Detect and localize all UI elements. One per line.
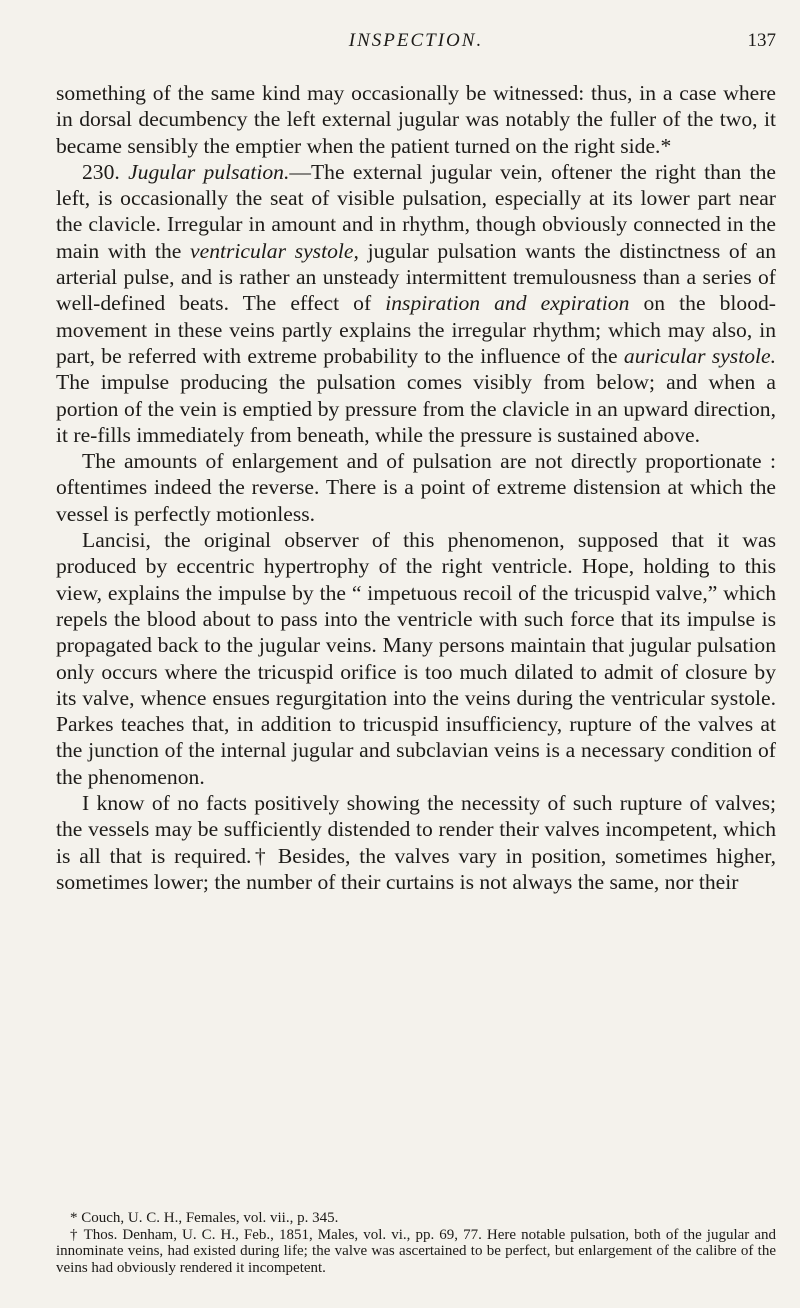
- paragraph-lancisi: Lancisi, the original observer of this phenomenon, supposed that it was produced by eccentric hypertrophy of the right ventricle. Hope, holding to this view, explains the impulse by the “ impetuous recoil of the tricuspid valve,” which repels the blood about to pass into the ventricle with such force that its impulse is propagated back to the jugular veins. Many persons maintain that jugular pulsation only occurs where the tricuspid orifice is too much dilated to admit of closure by its valve, whence ensues regurgitation into the veins during the ventricular systole. Parkes teaches that, in addition to tricuspid insufficiency, rupture of the valves at the junction of the internal jugular and subclavian veins is a necessary condition of the phenomenon.: [56, 528, 776, 789]
- footnote-1: * Couch, U. C. H., Females, vol. vii., p. 345.: [70, 1210, 339, 1226]
- emphasis-inspiration-expiration: inspiration and expiration: [385, 291, 630, 316]
- footnotes: [56, 1210, 776, 1276]
- paragraph-continuation: something of the same kind may occasionally be witnessed: thus, in a case where in dorsal decumbency the left external jugular was notably the fuller of the two, it became sensibly the emptier when the patient turned on the right side.*: [56, 81, 776, 158]
- section-heading: Jugular pulsation.: [128, 159, 290, 184]
- emphasis-auricular-systole: auricular systole.: [623, 343, 776, 368]
- paragraph-text: on the blood-movement in these veins partly explains the irregular rhythm; which may also, in part, be referred with extreme probability to the influence of the: [56, 291, 776, 368]
- running-title: INSPECTION.: [348, 30, 484, 51]
- page-header: [56, 30, 776, 60]
- paragraph-enlargement: The amounts of enlargement and of pulsation are not directly proportionate : oftentimes indeed the reverse. There is a point of extreme distension at which the vessel is perfectly motionless.: [56, 449, 776, 526]
- paragraph-valves: I know of no facts positively showing the necessity of such rupture of valves; the vessels may be sufficiently distended to render their valves incompetent, which is all that is required.† Besides, the valves vary in position, sometimes higher, sometimes lower; the number of their curtains is not always the same, nor their: [56, 791, 776, 894]
- paragraph-text: The impulse producing the pulsation comes visibly from below; and when a portion of the vein is emptied by pressure from the clavicle in an upward direction, it re-fills immediately from beneath, while the pressure is sustained above.: [56, 370, 776, 447]
- page-number: 137: [747, 30, 776, 51]
- paragraph-jugular-pulsation: [56, 159, 776, 448]
- section-number: 230.: [82, 159, 120, 184]
- emphasis-ventricular-systole: ventricular systole,: [190, 238, 359, 263]
- paragraph-text: —The external jugular vein, oftener the right than the left, is occasionally the seat of visible pulsation, especially at its lower part near the clavicle. Irregular in amount and in rhythm, though obviously connected in the main with the: [56, 159, 777, 263]
- paragraph-text: jugular pulsation wants the distinctness of an arterial pulse, and is rather an unsteady intermittent tremulousness than a series of well-defined beats. The effect of: [56, 238, 776, 316]
- body-text: [56, 80, 776, 895]
- footnote-2: † Thos. Denham, U. C. H., Feb., 1851, Males, vol. vi., pp. 69, 77. Here notable pulsation, both of the jugular and innominate veins, had existed during life; the valve was ascertained to be perfect, but enlargement of the calibre of the veins had obviously rendered it incompetent.: [56, 1226, 776, 1276]
